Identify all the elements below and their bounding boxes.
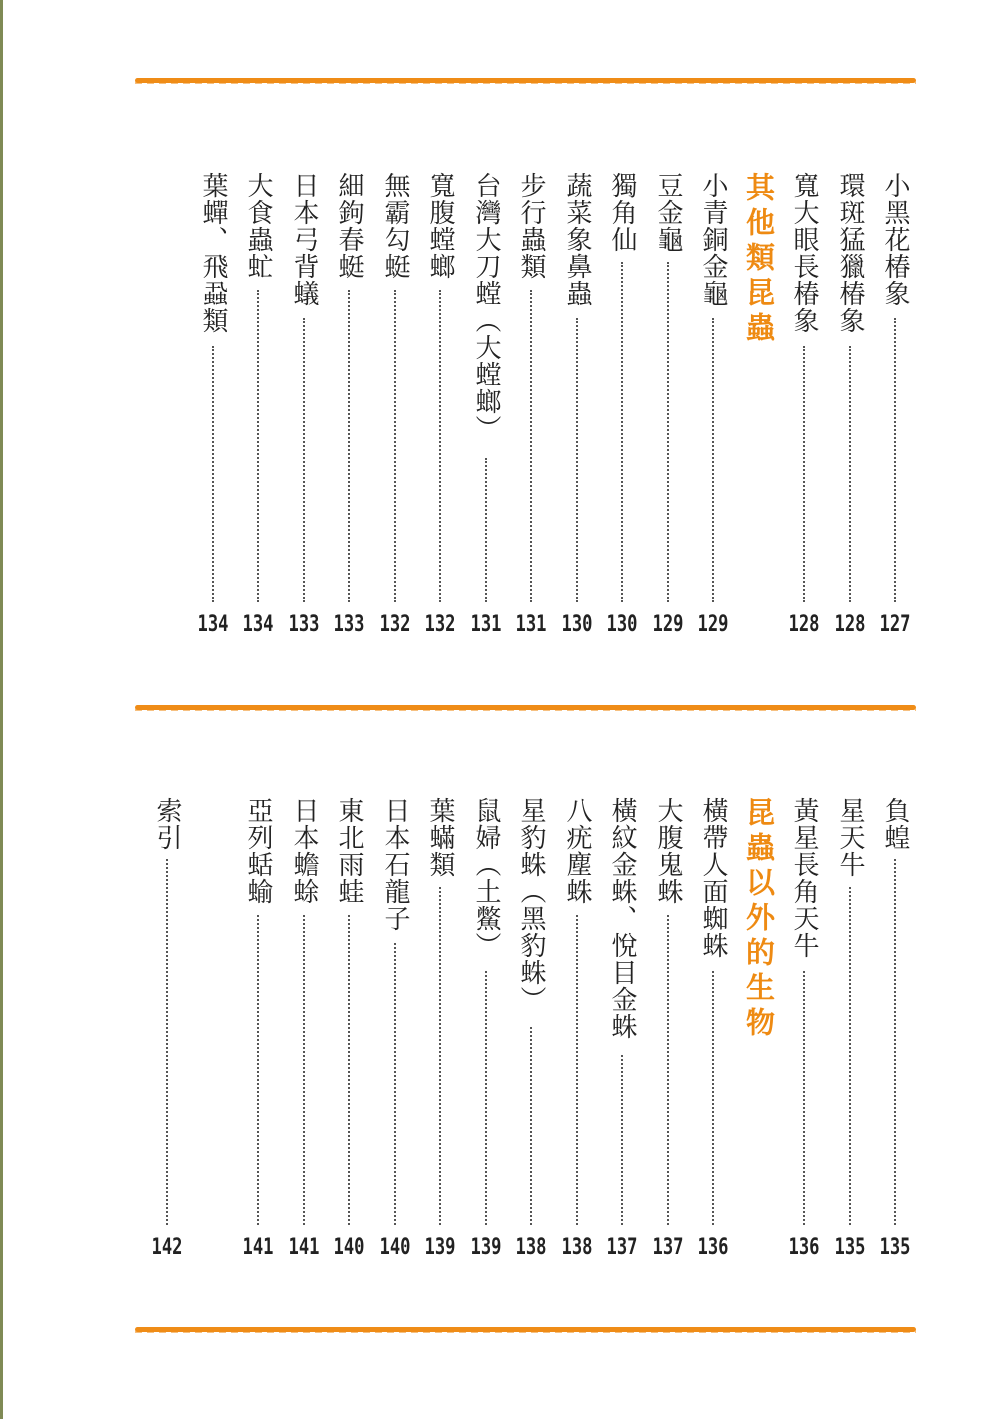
page-number: 140	[333, 1235, 365, 1260]
section-heading-text: 昆蟲以外的生物	[742, 797, 776, 1042]
toc-entry-title: 步行蟲類	[516, 172, 546, 280]
toc-entry[interactable]	[329, 797, 369, 1265]
toc-entry[interactable]	[830, 797, 870, 1265]
page-number: 131	[470, 612, 502, 637]
page-number: 132	[424, 612, 456, 637]
toc-entry[interactable]	[238, 797, 278, 1265]
dot-leader	[303, 915, 305, 1225]
toc-entry-title: 細鉤春蜓	[334, 172, 364, 280]
page-number: 139	[424, 1235, 456, 1260]
toc-entry[interactable]	[693, 797, 733, 1265]
page-number: 130	[606, 612, 638, 637]
page-number: 134	[242, 612, 274, 637]
toc-entry-title: 大食蟲虻	[243, 172, 273, 280]
page-number: 134	[197, 612, 229, 637]
section-heading-text: 其他類昆蟲	[742, 172, 776, 347]
page-number: 138	[561, 1235, 593, 1260]
toc-entry[interactable]	[511, 797, 551, 1265]
toc-entry-title: 鼠婦（土鱉）	[471, 797, 501, 959]
toc-entry-title: 寬腹螳螂	[425, 172, 455, 280]
toc-entry-title: 蔬菜象鼻蟲	[562, 172, 592, 307]
toc-entry-title: 黃星長角天牛	[789, 797, 819, 959]
toc-entry[interactable]	[557, 797, 597, 1265]
dot-leader	[667, 915, 669, 1225]
toc-entry-title: 日本蟾蜍	[289, 797, 319, 905]
page-number: 131	[515, 612, 547, 637]
toc-entry-title: 寬大眼長椿象	[789, 172, 819, 334]
page-number: 138	[515, 1235, 547, 1260]
toc-entry[interactable]	[147, 797, 187, 1265]
dot-leader	[348, 915, 350, 1225]
page-number: 130	[561, 612, 593, 637]
dot-leader	[849, 887, 851, 1225]
page-number: 137	[652, 1235, 684, 1260]
toc-entry-title: 亞列蛞蝓	[243, 797, 273, 905]
dot-leader	[530, 1027, 532, 1225]
page-number: 133	[288, 612, 320, 637]
page-number: 136	[788, 1235, 820, 1260]
page-number: 132	[379, 612, 411, 637]
toc-entry-title: 八疣塵蛛	[562, 797, 592, 905]
dot-leader	[621, 1055, 623, 1225]
toc-entry[interactable]	[284, 797, 324, 1265]
toc-entry-title: 東北雨蛙	[334, 797, 364, 905]
toc-entry-title: 小青銅金龜	[698, 172, 728, 307]
dot-leader	[394, 943, 396, 1225]
toc-entry-title: 星天牛	[835, 797, 865, 878]
page-number: 133	[333, 612, 365, 637]
toc-entry[interactable]	[375, 797, 415, 1265]
toc-entry-title: 星豹蛛（黑豹蛛）	[516, 797, 546, 1013]
toc-entry-title: 日本弓背蟻	[289, 172, 319, 307]
toc-entry-title: 負蝗	[880, 797, 910, 851]
page-number: 141	[242, 1235, 274, 1260]
dot-leader	[576, 915, 578, 1225]
page-number: 135	[834, 1235, 866, 1260]
toc-entry[interactable]	[648, 797, 688, 1265]
page-number: 141	[288, 1235, 320, 1260]
toc-entry-title: 台灣大刀螳（大螳螂）	[471, 172, 501, 442]
page-number: 128	[834, 612, 866, 637]
toc-entry-title: 小黑花椿象	[880, 172, 910, 307]
page-number: 127	[879, 612, 911, 637]
toc-entry[interactable]	[602, 797, 642, 1265]
page-number: 140	[379, 1235, 411, 1260]
page-number: 137	[606, 1235, 638, 1260]
page-number: 139	[470, 1235, 502, 1260]
page-number: 128	[788, 612, 820, 637]
toc-entry[interactable]	[875, 797, 915, 1265]
toc-entry-title: 橫紋金蛛、悅目金蛛	[607, 797, 637, 1040]
dot-leader	[803, 971, 805, 1225]
dot-leader	[257, 915, 259, 1225]
page-number: 129	[652, 612, 684, 637]
dot-leader	[712, 971, 714, 1225]
toc-entry-title: 日本石龍子	[380, 797, 410, 932]
toc-entry[interactable]	[420, 797, 460, 1265]
toc-entry-title: 豆金龜	[653, 172, 683, 253]
toc-entry-title: 無霸勾蜓	[380, 172, 410, 280]
toc-entry-title: 橫帶人面蜘蛛	[698, 797, 728, 959]
dot-leader	[166, 859, 168, 1225]
section-heading	[739, 797, 779, 1265]
dot-leader	[485, 971, 487, 1225]
page-number: 136	[697, 1235, 729, 1260]
toc-entry[interactable]	[466, 797, 506, 1265]
toc-entry[interactable]	[784, 797, 824, 1265]
toc-entry-title: 環斑猛獵椿象	[835, 172, 865, 334]
toc-entry-title: 葉蟬、飛蝨類	[198, 172, 228, 334]
page-number: 129	[697, 612, 729, 637]
dot-leader	[894, 859, 896, 1225]
page-number: 135	[879, 1235, 911, 1260]
dot-leader	[439, 887, 441, 1225]
toc-entry-title: 獨角仙	[607, 172, 637, 253]
toc-entry-title: 葉蟎類	[425, 797, 455, 878]
toc-entry-title: 大腹鬼蛛	[653, 797, 683, 905]
toc-entry-title: 索引	[152, 797, 182, 851]
page-number: 142	[151, 1235, 183, 1260]
